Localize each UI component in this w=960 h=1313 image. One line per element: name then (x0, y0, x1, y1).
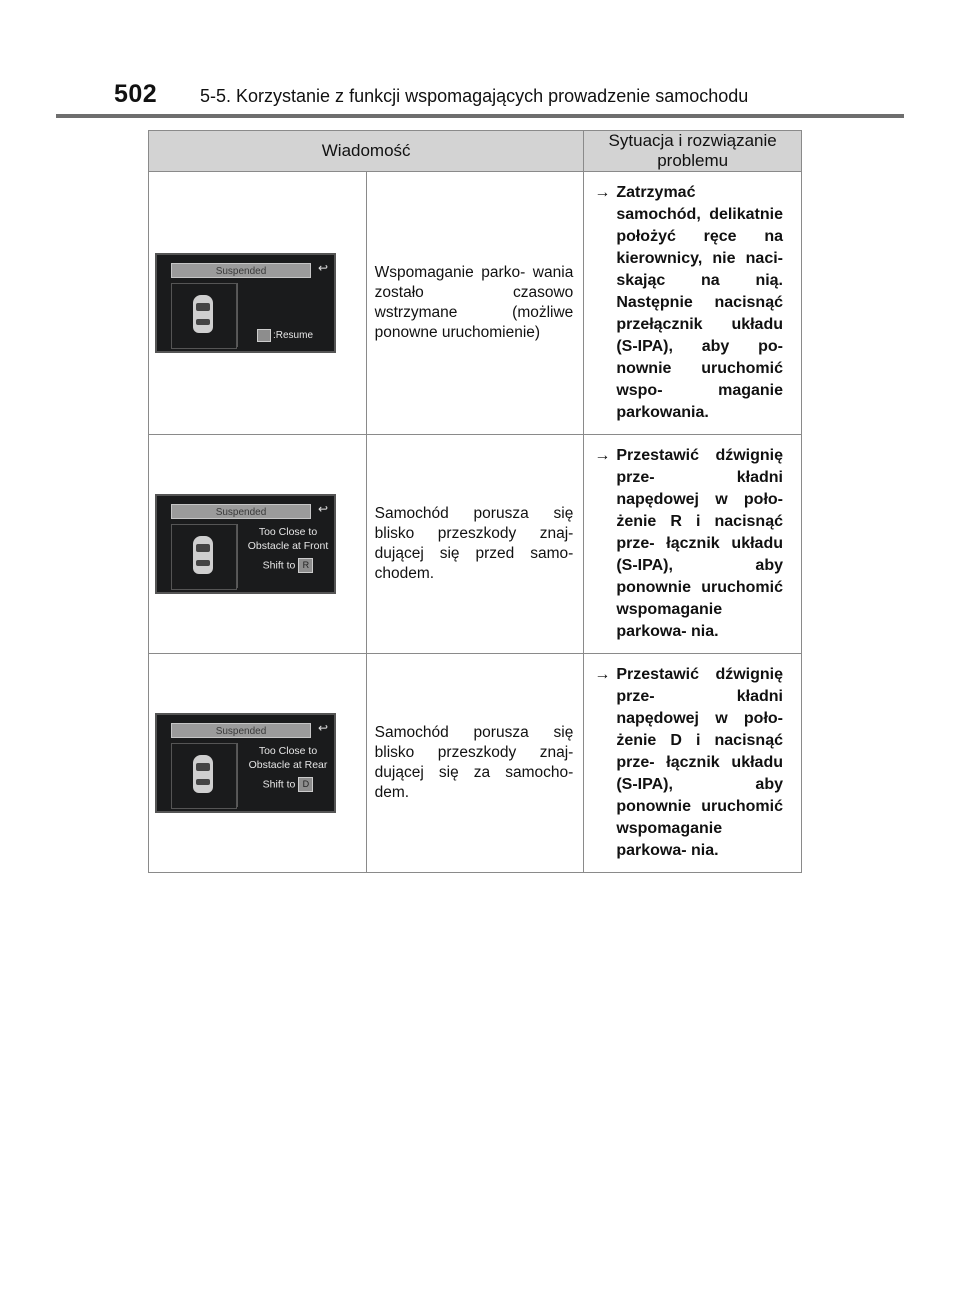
car-icon (193, 295, 213, 333)
arrow-icon: → (594, 666, 611, 683)
description-cell (366, 435, 584, 654)
screen-line-1: Too Close to (258, 526, 318, 538)
table-row (149, 172, 802, 435)
screen-divider (237, 283, 238, 347)
switch-button-icon (257, 329, 271, 342)
display-screenshot (155, 494, 336, 594)
page-header (56, 78, 904, 118)
solution-text: Przestawić dźwignię prze- kładni napędowej w poło- żenie R i nacisnąć prze- łącznik układu (S-IPA), aby ponownie uruchomić wspomaganie parkowa- nia. (616, 447, 783, 640)
description-cell (366, 654, 584, 873)
suspended-banner: Suspended (171, 723, 311, 738)
screen-line-2: Obstacle at Rear (248, 759, 328, 771)
arrow-icon: → (594, 184, 611, 201)
table-header-row (149, 131, 802, 172)
screen-divider (237, 743, 238, 807)
column-header-solution: Sytuacja i rozwiązanie problemu (584, 131, 802, 172)
back-icon: ↩ (317, 261, 328, 275)
screen-line-3 (241, 777, 335, 792)
solution-cell (584, 435, 802, 654)
screen-image-cell (149, 172, 367, 435)
column-header-message: Wiadomość (149, 131, 584, 172)
screen-divider (237, 524, 238, 588)
screen-line-3 (241, 558, 335, 573)
solution-cell (584, 172, 802, 435)
description-text: Samochód porusza się blisko przeszkody znaj- dującej się za samocho- dem. (374, 724, 574, 801)
description-cell (366, 172, 584, 435)
screen-image-cell (149, 654, 367, 873)
table-row (149, 654, 802, 873)
table-row (149, 435, 802, 654)
page-number: 502 (114, 80, 158, 108)
gear-d-icon: D (298, 777, 313, 792)
message-table (148, 130, 802, 873)
solution-text: Zatrzymać samochód, delikatnie położyć ręce na kierownicy, nie naci- skając na nią. Następnie nacisnąć przełącznik układu (S-IPA), aby po- nownie uruchomić wspo- maganie parkowania. (616, 184, 783, 421)
solution-cell (584, 654, 802, 873)
description-text: Samochód porusza się blisko przeszkody znaj- dującej się przed samo- chodem. (374, 505, 574, 582)
resume-hint (257, 329, 313, 342)
suspended-banner: Suspended (171, 263, 311, 278)
display-screenshot (155, 253, 336, 353)
arrow-icon: → (594, 447, 611, 464)
shift-to-label: Shift to (262, 559, 296, 572)
screen-image-cell (149, 435, 367, 654)
shift-to-label: Shift to (262, 778, 296, 791)
resume-label: :Resume (273, 330, 314, 342)
description-text: Wspomaganie parko- wania zostało czasowo wstrzymane (możliwe ponowne uruchomienie) (374, 264, 574, 341)
back-icon: ↩ (317, 502, 328, 516)
suspended-banner: Suspended (171, 504, 311, 519)
solution-text: Przestawić dźwignię prze- kładni napędowej w poło- żenie D i nacisnąć prze- łącznik układu (S-IPA), aby ponownie uruchomić wspomaganie parkowa- nia. (616, 666, 783, 859)
screen-line-2: Obstacle at Front (247, 540, 329, 552)
section-title: 5-5. Korzystanie z funkcji wspomagających prowadzenie samochodu (200, 86, 749, 106)
car-icon (193, 755, 213, 793)
gear-r-icon: R (298, 558, 313, 573)
screen-line-1: Too Close to (258, 745, 318, 757)
back-icon: ↩ (317, 721, 328, 735)
display-screenshot (155, 713, 336, 813)
car-icon (193, 536, 213, 574)
